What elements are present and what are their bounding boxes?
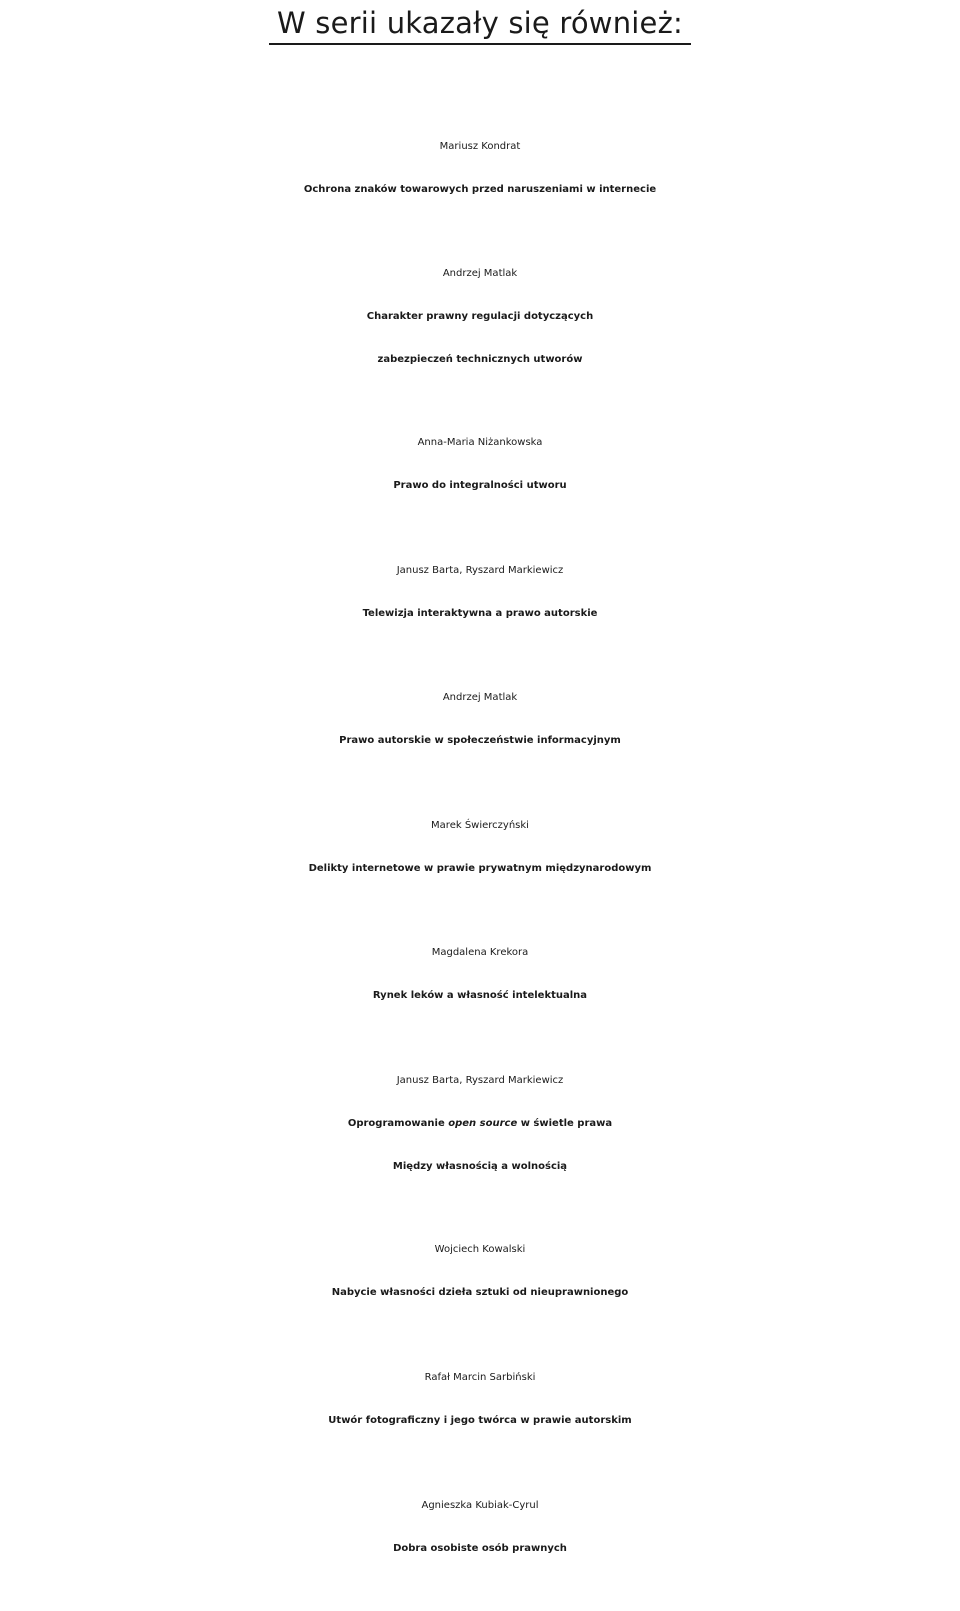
book-title [0,1102,960,1145]
book-author: Agnieszka Kubiak-Cyrul [421,1500,539,1511]
book-entry [0,1059,960,1188]
book-title: Charakter prawny regulacji dotyczących [366,311,594,322]
book-title-part: w świetle prawa [517,1118,613,1129]
book-title: Prawo do integralności utworu [393,480,567,491]
book-title: Rynek leków a własność intelektualna [372,990,588,1001]
book-author: Andrzej Matlak [442,692,518,703]
book-author: Andrzej Matlak [442,268,518,279]
book-author: Magdalena Krekora [431,947,529,958]
book-entry [0,252,960,381]
book-entry [0,1356,960,1442]
book-title: Utwór fotograficzny i jego twórca w prawie autorskim [328,1415,632,1426]
book-entry [0,421,960,507]
series-heading [0,6,960,45]
book-title-italic-part: open source [448,1118,518,1129]
book-entry [0,676,960,762]
book-author: Anna-Maria Niżankowska [417,437,543,448]
series-heading-text: W serii ukazały się również: [269,6,691,45]
book-title: Dobra osobiste osób prawnych [393,1543,567,1554]
book-entry [0,1484,960,1570]
book-author: Janusz Barta, Ryszard Markiewicz [396,1075,564,1086]
book-author: Janusz Barta, Ryszard Markiewicz [396,565,564,576]
book-title: Nabycie własności dzieła sztuki od nieuprawnionego [331,1287,629,1298]
book-author: Rafał Marcin Sarbiński [424,1372,536,1383]
book-entry [0,931,960,1017]
book-title-line-2: zabezpieczeń technicznych utworów [377,354,583,365]
book-subtitle: Między własnością a wolnością [392,1161,568,1172]
book-entry [0,125,960,211]
book-author: Marek Świerczyński [431,820,529,831]
book-entry [0,804,960,890]
book-title: Telewizja interaktywna a prawo autorskie [362,608,598,619]
book-author: Mariusz Kondrat [439,141,521,152]
book-title: Prawo autorskie w społeczeństwie informacyjnym [339,735,621,746]
book-title-part: Oprogramowanie [347,1118,449,1129]
book-entry [0,1228,960,1314]
book-title: Delikty internetowe w prawie prywatnym międzynarodowym [308,863,652,874]
book-author: Wojciech Kowalski [434,1244,526,1255]
book-title: Ochrona znaków towarowych przed naruszeniami w internecie [303,184,657,195]
book-entry [0,549,960,635]
